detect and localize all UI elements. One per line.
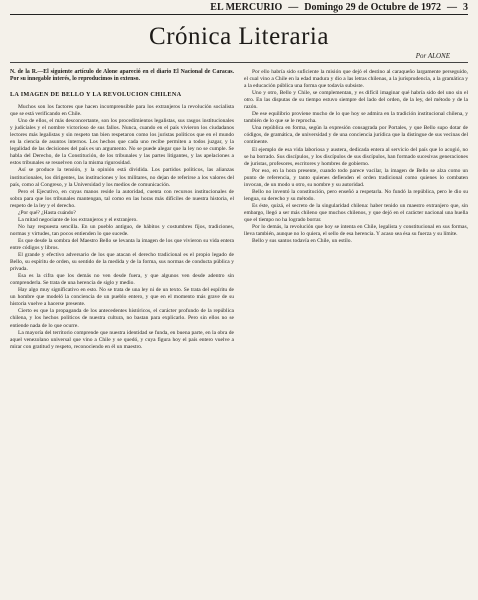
paragraph: De ese equilibrio proviene mucho de lo que hoy se admira en la tradición institucional chilena, y también de lo que se le reprocha. xyxy=(244,111,468,125)
paragraph: Es que desde la sombra del Maestro Bello se levanta la imagen de los que vivieron su vida entera entre códigos y libros. xyxy=(10,237,234,251)
section-heading: LA IMAGEN DE BELLO Y LA REVOLUCION CHILENA xyxy=(10,91,182,98)
publication-date: Domingo 29 de Octubre de 1972 xyxy=(304,2,441,13)
paragraph: Bello no inventó la constitución, pero enseñó a respetarla. No fundó la república, pero le dio su lengua, su derecho y su método. xyxy=(244,188,468,202)
paragraph: Es éste, quizá, el secreto de la singularidad chilena: haber tenido un maestro extranjero que, sin embargo, llegó a ser más chileno que muchos chilenos, y que dejó en el carácter nacional una huella que el tiempo no ha logrado borrar. xyxy=(244,202,468,223)
article-columns xyxy=(10,69,468,351)
paragraph: Una república en forma, según la expresión consagrada por Portales, y que Bello supo dotar de códigos, de gramática, de universidad y de una conciencia jurídica que la distingue de sus vecinas del continente. xyxy=(244,125,468,146)
masthead xyxy=(10,2,468,15)
paragraph: Cierto es que la propaganda de los antecedentes históricos, el carácter profundo de la república chilena, y los hechos políticos de nuestra cultura, no bastan para explicarlo. Pero sin ellos no se entiende nada de lo que ocurre. xyxy=(10,308,234,329)
paragraph: Pero el Ejecutivo, en cuyas manos reside la autoridad, cuenta con recursos institucionales de sobra para que los tribunales mantengan, tal como en las horas más difíciles de nuestra historia, el respeto de la ley y el derecho. xyxy=(10,188,234,209)
divider xyxy=(10,62,468,63)
masthead-separator: — xyxy=(288,2,299,13)
newspaper-name: EL MERCURIO xyxy=(210,2,283,13)
editor-note-text: N. de la R.—El siguiente artículo de Alone apareció en el diario El Nacional de Caracas. Por su innegable interés, lo reproducimos in extenso. xyxy=(10,69,234,82)
byline: Por ALONE xyxy=(415,52,450,60)
paragraph: Hay algo muy significativo en esto. No se trata de una ley ni de un texto. Se trata del espíritu de un hombre que modeló la conciencia de un pueblo entero, y que en el momento más grave de su historia vuelve a hacerse presente. xyxy=(10,287,234,308)
left-column xyxy=(10,69,234,351)
paragraph: Así se produce la tensión, y la opinión está dividida. Los partidos políticos, las alianzas institucionales, los dirigentes, las instituciones y los militares, no dejan de referirse a los valores del país, como al Congreso, y la Universidad y los medios de comunicación. xyxy=(10,167,234,188)
paragraph: ¿Por qué? ¿Hasta cuándo? xyxy=(18,209,76,216)
editor-note xyxy=(10,69,234,83)
page-number: 3 xyxy=(463,2,468,13)
paragraph: Bello y sus santos todavía en Chile, un estilo. xyxy=(252,238,352,245)
page-title: Crónica Literaria xyxy=(149,23,329,50)
paragraph: No hay respuesta sencilla. En un pueblo antiguo, de hábitos y costumbres fijos, tradiciones, normas y virtudes, tan pocos entienden lo que sucede. xyxy=(10,223,234,237)
masthead-separator: — xyxy=(447,2,457,13)
paragraph: La mayoría del territorio comprende que nuestra identidad se funda, en buena parte, en la obra de aquel venezolano universal que vino a Chile y se quedó, y cuya figura hoy el país entero vuelve a mirar con gratitud y respeto, reconociendo en él un maestro. xyxy=(10,329,234,350)
paragraph: Esa es la cifra que los demás no ven desde fuera, y que algunos ven desde adentro sin comprenderla. Se trata de una herencia de siglo y medio. xyxy=(10,273,234,287)
paragraph: El ejemplo de esa vida laboriosa y austera, dedicada entera al servicio del país que lo acogió, no se ha borrado. Sus discípulos, y los discípulos de sus discípulos, han formado sucesivas generaciones de juristas, profesores, escritores y hombres de gobierno. xyxy=(244,146,468,167)
paragraph: Muchos son los factores que hacen incomprensible para los extranjeros la revolución socialista que se está verificando en Chile. xyxy=(10,104,234,118)
paragraph: Por eso, en la hora presente, cuando todo parece vacilar, la imagen de Bello se alza como un punto de referencia, y tanto quienes defienden el orden tradicional como quienes lo combaten invocan, de un modo u otro, su nombre y su autoridad. xyxy=(244,167,468,188)
right-column xyxy=(244,69,468,351)
paragraph: El grande y efectivo adversario de los que atacan el derecho tradicional es el propio legado de Bello, su espíritu de orden, su sentido de la medida y de la forma, sus normas de conducta pública y privada. xyxy=(10,252,234,273)
paragraph: La mitad negociante de los extranjeros y el extranjero. xyxy=(18,216,138,223)
paragraph: Por ello habría sido suficiente la misión que dejó el destino al caraqueño largamente perseguido, el cual vino a Chile en la edad madura y dio a las letras chilenas, a la jurisprudencia, a la gramática y a la educación pública una forma que todavía subsiste. xyxy=(244,69,468,90)
paragraph: Uno de ellos, el más desconcertante, son los procedimientos legalistas, sus rasgos institucionales y judiciales y el nombre victorioso de sus fallos. Nunca, cuando en el país vivieron los ciudadanos lectores más legalistas y sin respeto tan bien respetaron como los juristas políticos que en el mundo en la ciencia de asuntos internos. Los hechos que cada uno recibe permiten a todos juzgar, y la legalidad de las decisiones del país es un argumento. No se puede alegar que la ley no se cumple. Se habla del Derecho, de la Constitución, de los tribunales y las partes litigantes, y las apelaciones a estos tribunales se resuelven con la misma rigurosidad. xyxy=(10,118,234,167)
paragraph: Uno y otro, Bello y Chile, se complementan, y es difícil imaginar qué habría sido del uno sin el otro. En las disputas de su tiempo estuvo siempre del lado del orden, de la ley, del método y de la razón. xyxy=(244,90,468,111)
paragraph: Por lo demás, la revolución que hoy se intenta en Chile, legalista y constitucional en sus formas, lleva también, aunque no lo quiera, el sello de esa herencia. Y acaso sea ésa su fuerza y su límite. xyxy=(244,224,468,238)
